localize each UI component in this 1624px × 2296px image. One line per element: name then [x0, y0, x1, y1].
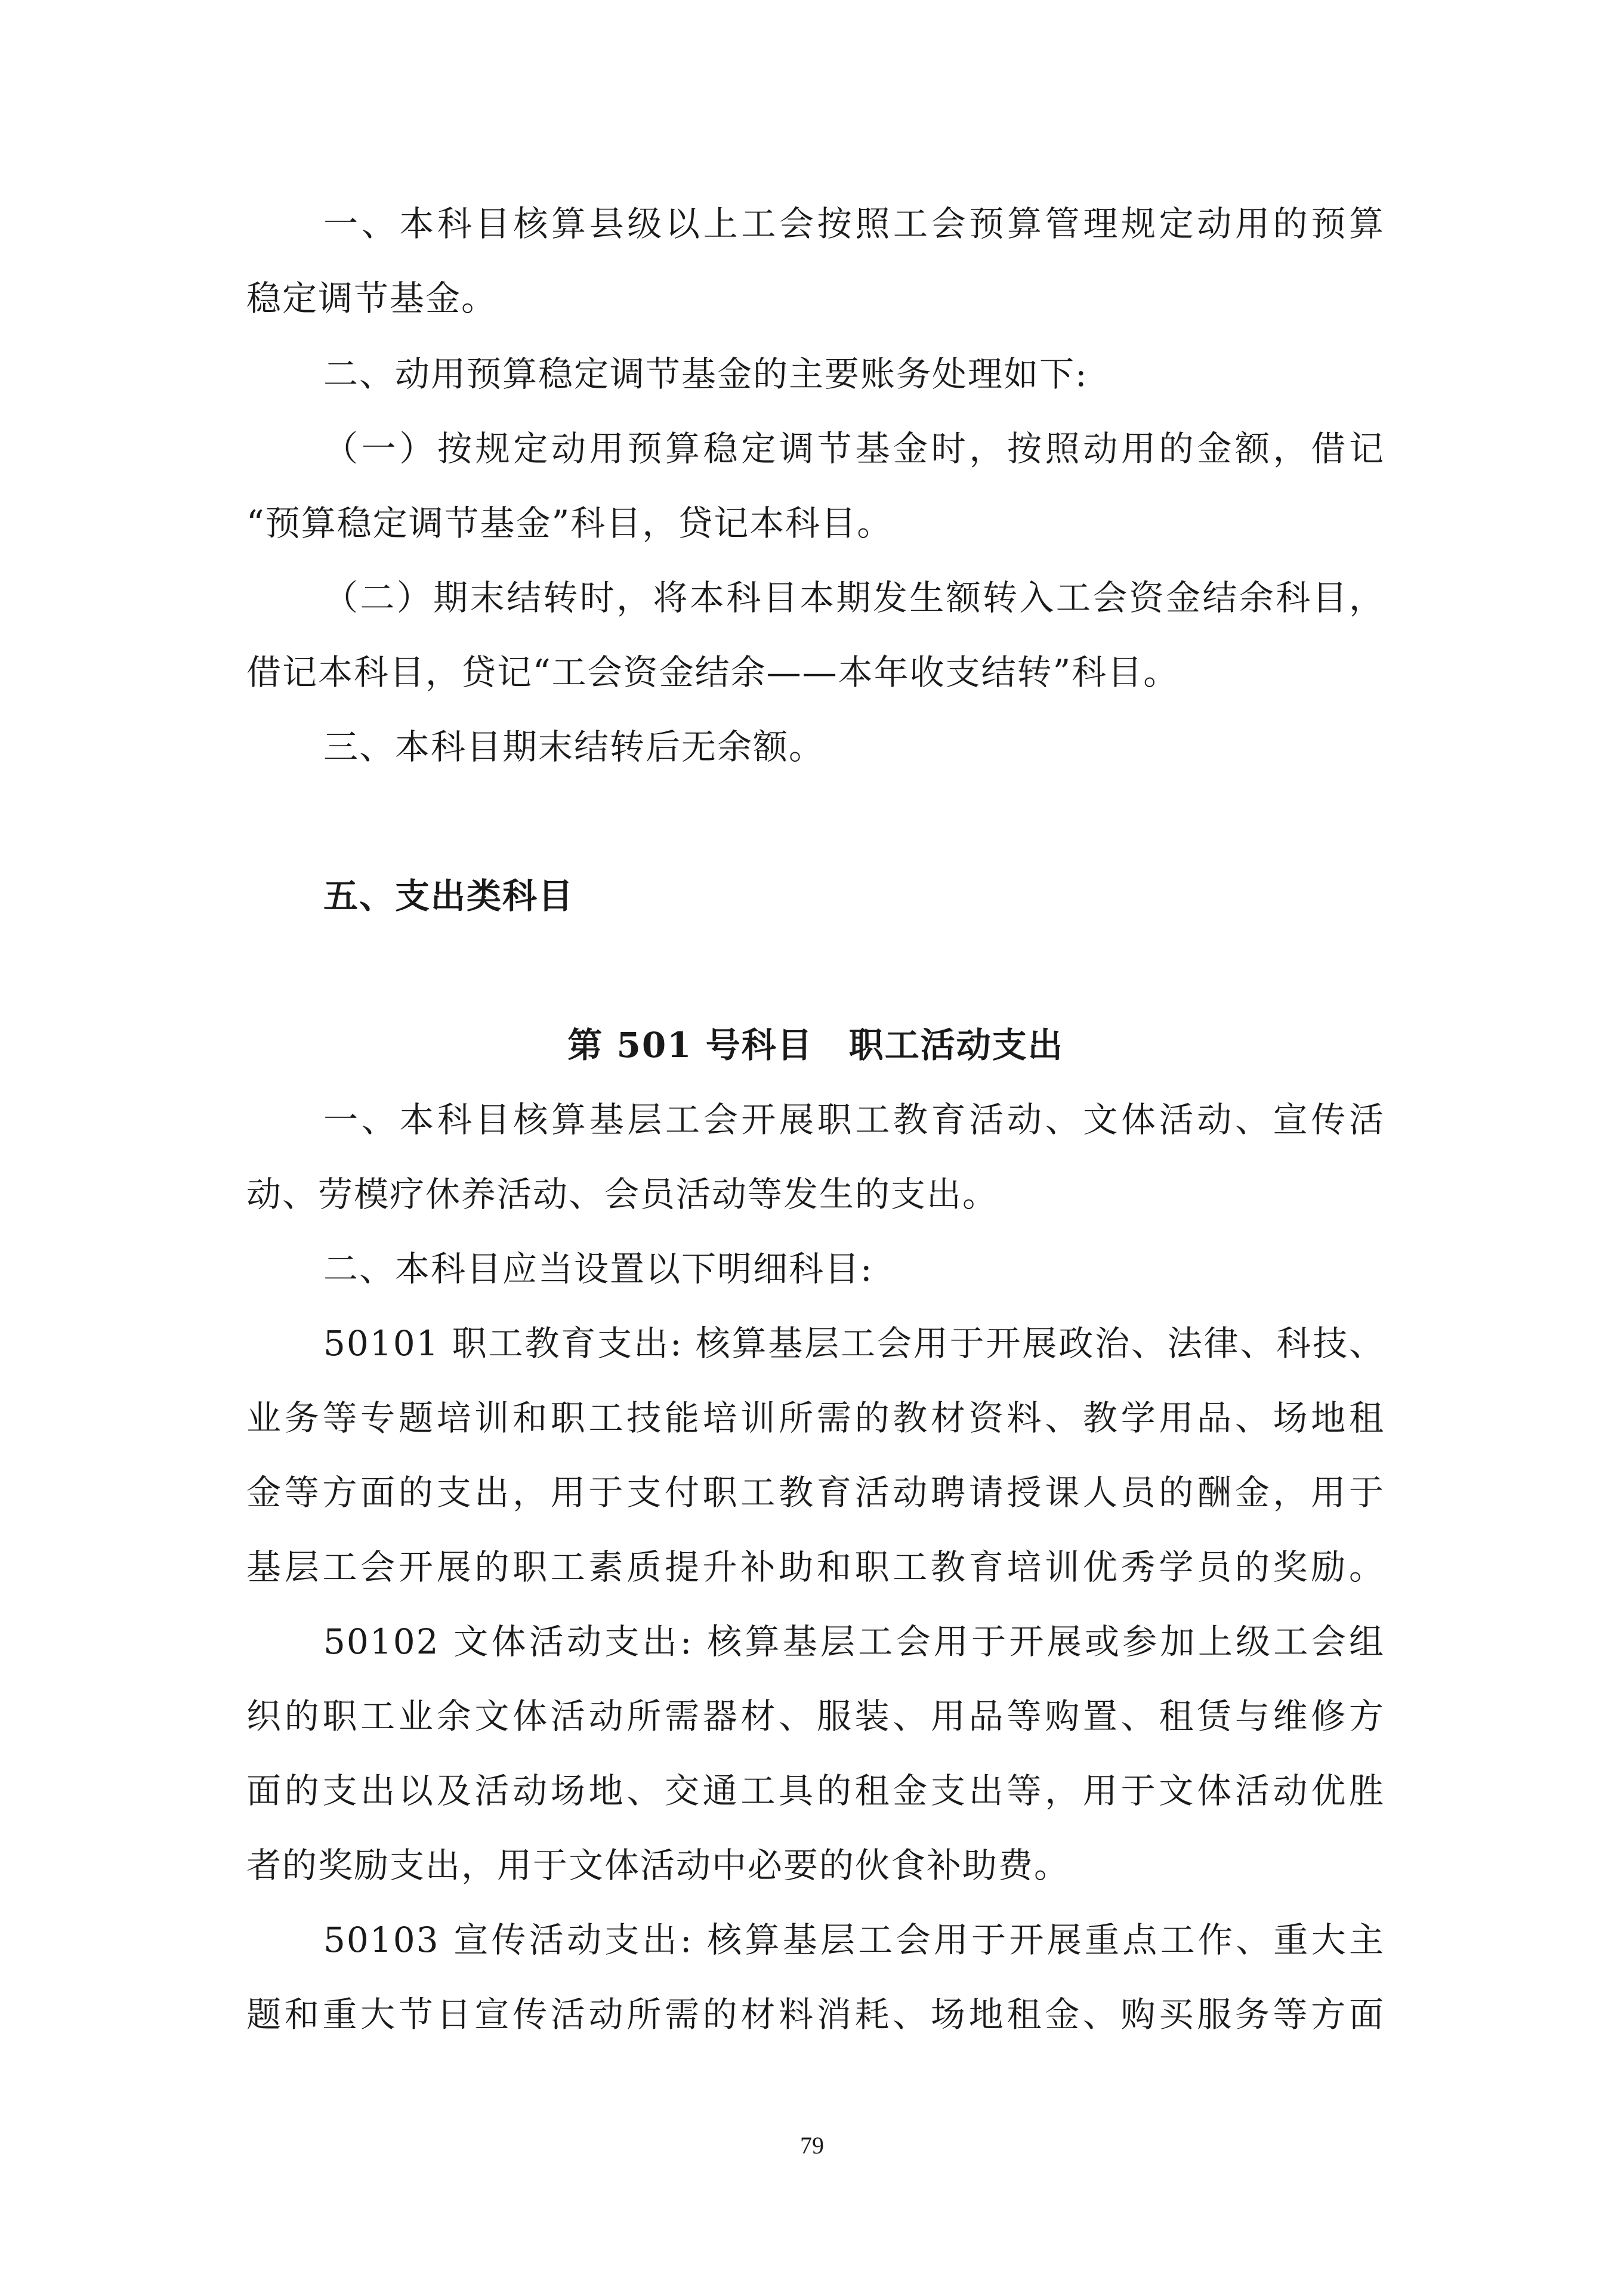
paragraph-line: 一、本科目核算基层工会开展职工教育活动、文体活动、宣传活	[323, 1099, 1385, 1140]
paragraph-line: 50101 职工教育支出: 核算基层工会用于开展政治、法律、科技、	[323, 1323, 1385, 1364]
page-number: 79	[800, 2132, 824, 2159]
section-heading: 五、支出类科目	[323, 876, 575, 916]
paragraph-line: 二、本科目应当设置以下明细科目:	[323, 1249, 873, 1289]
paragraph-line: 业务等专题培训和职工技能培训所需的教材资料、教学用品、场地租	[246, 1398, 1385, 1438]
paragraph-line: （一）按规定动用预算稳定调节基金时，按照动用的金额，借记	[323, 428, 1385, 469]
paragraph-line: 面的支出以及活动场地、交通工具的租金支出等，用于文体活动优胜	[246, 1770, 1385, 1811]
paragraph-line: 三、本科目期末结转后无余额。	[323, 727, 825, 767]
subject-title: 第 501 号科目 职工活动支出	[567, 1025, 1064, 1065]
paragraph-line: 题和重大节日宣传活动所需的材料消耗、场地租金、购买服务等方面	[246, 1994, 1385, 2035]
paragraph-line: 织的职工业余文体活动所需器材、服装、用品等购置、租赁与维修方	[246, 1696, 1385, 1736]
paragraph-line: 稳定调节基金。	[246, 278, 498, 319]
paragraph-line: （二）期末结转时，将本科目本期发生额转入工会资金结余科目，	[323, 577, 1385, 618]
paragraph-line: 者的奖励支出，用于文体活动中必要的伙食补助费。	[246, 1845, 1070, 1886]
paragraph-line: 动、劳模疗休养活动、会员活动等发生的支出。	[246, 1174, 999, 1215]
paragraph-line: 金等方面的支出，用于支付职工教育活动聘请授课人员的酬金，用于	[246, 1472, 1385, 1513]
paragraph-line: “预算稳定调节基金”科目，贷记本科目。	[246, 503, 893, 543]
paragraph-line: 借记本科目，贷记“工会资金结余——本年收支结转”科目。	[246, 652, 1180, 693]
paragraph-line: 基层工会开展的职工素质提升补助和职工教育培训优秀学员的奖励。	[246, 1547, 1385, 1587]
paragraph-line: 50102 文体活动支出: 核算基层工会用于开展或参加上级工会组	[323, 1621, 1385, 1662]
paragraph-line: 二、动用预算稳定调节基金的主要账务处理如下:	[323, 354, 1088, 394]
paragraph-line: 50103 宣传活动支出: 核算基层工会用于开展重点工作、重大主	[323, 1920, 1385, 1960]
paragraph-line: 一、本科目核算县级以上工会按照工会预算管理规定动用的预算	[323, 203, 1385, 244]
